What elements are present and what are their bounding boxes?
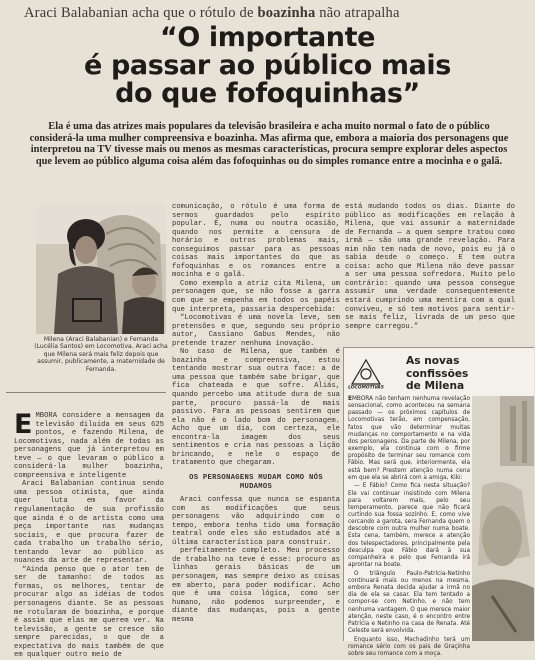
column-1-paragraph-1: EMBORA considere a mensagem da televisão diluída em seus 625 pontos, e fazendo Milena, de Locomotivas, nada além de todas as personagens que já interpretou em teve — o que levaram o público a considerá-la mulher boazinha, compreensiva e inteligente: [14, 409, 164, 480]
photo-illustration: [36, 204, 166, 334]
column-1-paragraph-3: “Ainda penso que o ator tem de ser de tamanho: de todos as formas, os melhores, tentar de procurar algo as idéias de todos personagens diante. Se as pessoas me rotularam de boazinha, e porque é assim que elas me querem ver. Na televisão, a gente se cresce são sempre parecidas, o que de a expectativa do mais também de que em qualquer outro meio de: [14, 565, 164, 660]
sidebar-drop-cap: E: [348, 396, 352, 402]
article-column-2: [172, 203, 340, 638]
column-2-paragraph-6: perfeitamente completo. Meu processo de trabalho na teve é esse: procuro as linhas gerais básicas de um personagem, mas sempre deixo as coisas em aberto, para poder modificar. Acho que é uma coisa lógica, como ser humano, não podemos surpreender, e diante das mudanças, pois a gente mesma: [172, 547, 340, 624]
column-2-paragraph-2: Como exemplo a atriz cita Milena, um personagem que, se não fosse a garra com que se empenha em todos os papéis que interpreta, passaria despercebida:: [172, 279, 340, 314]
column-3-paragraph-1: está mudando todos os dias. Diante do público as modificações em relação à Milena, que vai assumir a maternidade de Fernanda — a quem sempre tratou como irmã — são uma grande revelação. Para mim não tem nada de novo, pois eu já o sabia desde o começo. E tem outra coisa: acho que Milena não deve passar a ser uma pessoa sofredora. Muito pelo contrário: quando uma pessoa consegue assumir uma verdade consequentemente estará cumprindo uma mentira com a qual conviveu, e só tem motivos para sentir-se mais feliz, livrada de um peso que sempre carregou.”: [345, 203, 515, 331]
section-subhead: OS PERSONAGENS MUDAM COMO NÓS MUDAMOS: [189, 473, 323, 491]
kicker: [24, 5, 524, 22]
sidebar-paragraph-1: EMBORA não tenham nenhuma revelação sensacional, como aconteceu na semana passado — os próximos capítulos de Locomotivas terão, em compensação, fatos que vão determinar muitas mudanças no comportamento e na vida dos personagens. Da parte de Milena, por exemplo, ela continua com o firme propósito de terminar seu romance com Fábio. Mas será que, interiormente, ela está bem? Prestem atenção numa cena em que ela se abrirá com a amiga, Kiki:: [348, 396, 470, 481]
sidebar-title-line-2: confissões: [406, 367, 469, 380]
column-2-paragraph-5: Araci confessa que nunca se espanta com as modificações que seus personagens vão adquirindo com o tempo, embora tenha tido uma formação teatral onde eles são estudados até a última característica para construir.: [172, 496, 340, 547]
drop-cap: E: [14, 409, 33, 440]
column-1-paragraph-2: Araci Balabanian continua sendo uma pessoa otimista, que ainda quer luta em favor da regulamentação de sua profissão que ainda é o de artista como uma peça importante nas mudanças sociais, e que procura fazer de cada trabalho um trabalho sério, tentando levar ao público as nuances da arte de representar.: [14, 480, 164, 566]
sidebar-paragraph-3: O triângulo Paulo-Patrícia-Netinho continuará mais ou menos na mesma, embora Renata decida ajudar a irmã no dia de ela se casar. Ela tem tentado a compor-se com Netinho, e não tem nenhuma vantagem. O que merece maior atenção, neste caso, é o encontro entre Patrícia e Netinho na casa de Renata. Até Celeste será envolvida.: [348, 570, 470, 634]
kicker-suffix: não atrapalha: [315, 5, 400, 21]
article-column-3: [345, 203, 515, 343]
article-photo: [36, 204, 166, 334]
sidebar-paragraph-4: Enquanto isso, Machadinho terá um romance sério com os pais de Graçinha sobre seu romance com a moça.: [348, 636, 470, 657]
sidebar-text: [348, 396, 470, 657]
lead-paragraph: Ela é uma das atrizes mais populares da televisão brasileira e acha muito normal o fato de o público considerá-la uma mulher compreensiva e boazinha. Mas afirma que, embora a maioria dos personagens que interpretou na TV tivesse mais ou menos as mesmas características, procura sempre explorar deles aspectos que levem ao público alguma coisa além das fofoquinhas ou do simples romance entre a mocinha e o galã.: [29, 121, 509, 168]
sidebar-title-line-3: de Milena: [406, 380, 465, 392]
sidebar-header: [344, 348, 534, 392]
article-column-1: [14, 409, 164, 660]
headline-line-2: é passar ao público mais: [84, 50, 451, 81]
headline-line-3: do que fofoquinhas”: [115, 78, 420, 109]
sidebar-paragraph-2: — E Fábio? Como fica nesta situação? Ele vai continuar insistindo com Milena para voltarem mais, pelo seu temperamento, parece que não ficará curtindo sua fossa sozinho. E, como vive cercando a garota, sera Fernanda quem o descobre com outra mulher numa boate. Esta cena, também, merece a atenção dos telespectadores, principalmente pela desculpa que Fábio dará à sua companheira e pelo que Fernanda irá aprontar na boate.: [348, 483, 470, 569]
column-2-paragraph-1: comunicação, o rótulo é uma forma de sermos guardados pelo espírito popular. E, numa ou noutra ocasião, quando nos permite a censura de horário e outros problemas mais, conseguimos passar para as pessoas coisas mais importantes do que as fofoquinhas e os romances entre a mocinha e o galã.: [172, 203, 340, 280]
column-2-paragraph-3: “Locomotivas é uma novela leve, sem pretensões e que, segundo seu próprio autor, Cassiano Gabus Mendes, não pretende trazer nenhuma inovação.: [172, 314, 340, 348]
sidebar-box: [343, 347, 534, 657]
kicker-prefix: Araci Balabanian acha que o rótulo de: [24, 5, 258, 21]
kicker-bold: boazinha: [257, 5, 316, 21]
column-2-paragraph-4: No caso de Milena, que também é boazinha e compreensiva, estou tentando mostrar sua outra face: a de uma pessoa que também sabe brigar, que fica chateada e que sofre. Aliás, quando percebo uma atitude dura de sua parte, procuro passá-la de mais passivo. Para as pessoas sentirem que ela não é o lado bom do personagem. Acho que um dia, com certeza, ele encontra-la imagem dos seus sentimentos e cria nas pessoas a lição brincando, e nele o espaço de tratamento que chegaram.: [172, 348, 340, 468]
photo-caption: Milena (Araci Balabanian) e Fernanda (Lucélia Santos) em Locomotiva. Araci acha que Milena será mais feliz depois que assumir, publicamente, a maternidade de Fernanda.: [34, 336, 168, 373]
headline-line-1: “O importante: [159, 22, 376, 53]
sidebar-title-line-1: As novas: [406, 355, 460, 367]
headline: [0, 24, 535, 108]
sidebar-photo: [472, 396, 534, 641]
column-divider: [6, 392, 166, 393]
locomotivas-logo-icon: [348, 354, 384, 390]
sidebar-title: [406, 355, 506, 393]
logo-text: LOCOMOTIVAS: [348, 385, 384, 391]
